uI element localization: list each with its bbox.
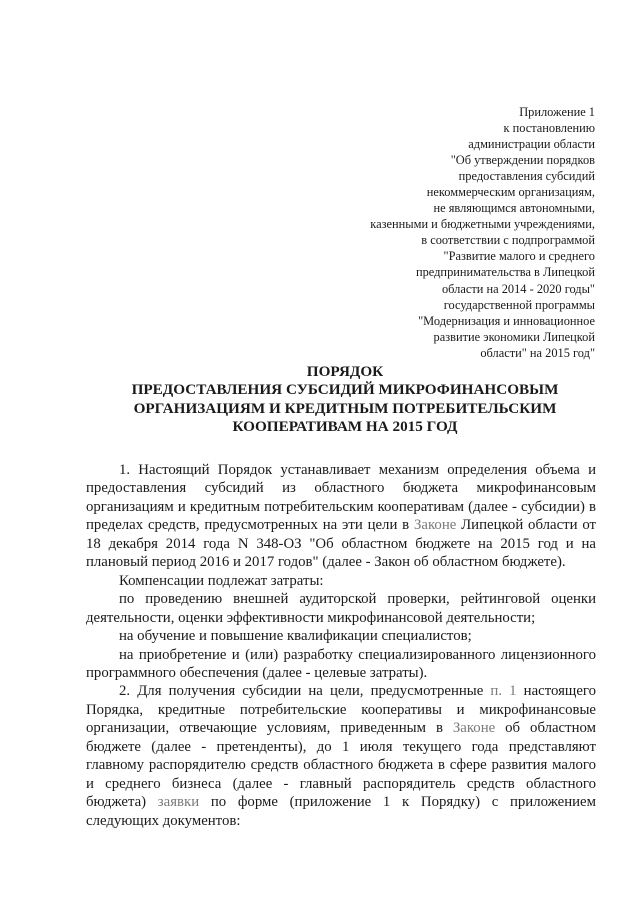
paragraph-text: Липецкой области от 18 декабря 2014 года N 348-ОЗ "Об областном бюджете на 2015 год и на плановый период 2016 и 2017 годов" (далее - Закон об областном бюджете).: [86, 517, 597, 571]
paragraph-text: 1. Настоящий Порядок устанавливает механизм определения объема и предоставления субсидий из областного бюджета микрофинансовым организациям и кредитным потребительским кооперативам (далее - субсидии) в пределах средств, предусмотренных на эти цели в: [86, 462, 596, 534]
application-link[interactable]: заявки: [157, 794, 200, 811]
appendix-line: предоставления субсидий: [458, 169, 595, 184]
document-body: [86, 461, 596, 830]
clause-link[interactable]: п. 1: [490, 683, 517, 700]
law-link[interactable]: Законе: [414, 517, 457, 534]
appendix-line: государственной программы: [443, 297, 595, 312]
title-line: ПОРЯДОК: [306, 363, 384, 380]
paragraph-4: на обучение и повышение квалификации специалистов;: [119, 628, 472, 645]
law-link[interactable]: Законе: [452, 720, 496, 737]
appendix-line: казенными и бюджетными учреждениями,: [370, 217, 595, 232]
appendix-line: предпринимательства в Липецкой: [415, 265, 595, 280]
title-line: ОРГАНИЗАЦИЯМ И КРЕДИТНЫМ ПОТРЕБИТЕЛЬСКИМ: [133, 399, 557, 417]
appendix-line: к постановлению: [503, 121, 595, 136]
appendix-line: области" на 2015 год": [480, 345, 595, 360]
document-title: [60, 363, 630, 436]
appendix-header: [295, 104, 595, 361]
paragraph-text: по форме (приложение 1 к Порядку) с приложением следующих документов:: [86, 794, 596, 829]
appendix-line: некоммерческим организациям,: [426, 185, 595, 200]
appendix-line: не являющимся автономными,: [433, 201, 595, 216]
paragraph-6: [86, 682, 596, 830]
paragraph-2: Компенсации подлежат затраты:: [119, 572, 324, 589]
appendix-line: в соответствии с подпрограммой: [421, 233, 595, 248]
paragraph-text: настоящего Порядка, кредитные потребительские кооперативы и микрофинансовые организации, отвечающие условиям, приведенным в: [86, 683, 596, 737]
title-line: ПРЕДОСТАВЛЕНИЯ СУБСИДИЙ МИКРОФИНАНСОВЫМ: [131, 381, 559, 399]
paragraph-text: об областном бюджете (далее - претенденты), до 1 июля текущего года представляют главному распорядителю средств областного бюджета в сфере развития малого и среднего бизнеса (далее - главный распорядитель средств областного бюджета): [86, 720, 596, 811]
appendix-line: "Об утверждении порядков: [450, 153, 595, 168]
paragraph-5: на приобретение и (или) разработку специализированного лицензионного программного обеспечения (далее - целевые затраты).: [86, 646, 596, 681]
appendix-line: "Модернизация и инновационное: [418, 313, 595, 328]
appendix-line: "Развитие малого и среднего: [443, 249, 595, 264]
paragraph-text: 2. Для получения субсидии на цели, предусмотренные: [119, 683, 491, 700]
title-line: КООПЕРАТИВАМ НА 2015 ГОД: [232, 417, 458, 435]
paragraph-1: [86, 461, 596, 572]
paragraph-3: по проведению внешней аудиторской проверки, рейтинговой оценки деятельности, оценки эффективности микрофинансовой деятельности;: [86, 591, 596, 626]
appendix-line: администрации области: [468, 137, 595, 152]
appendix-line: области на 2014 - 2020 годы": [441, 281, 595, 296]
appendix-line: развитие экономики Липецкой: [433, 329, 595, 344]
appendix-line: Приложение 1: [519, 105, 595, 119]
